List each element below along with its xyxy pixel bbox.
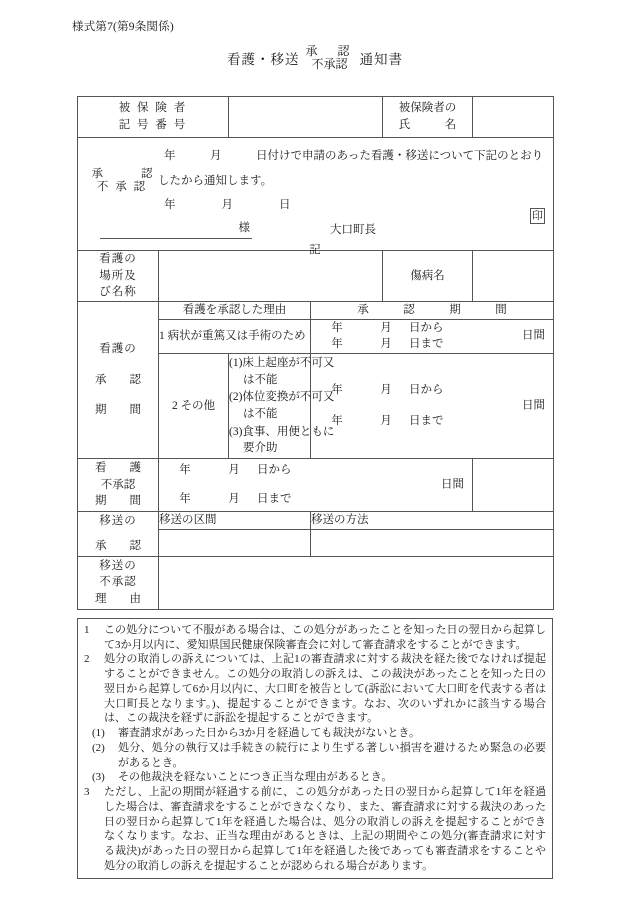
care-reason-2-item-1: (1)床上起座が不可又 は不能: [229, 357, 335, 386]
care-reason-header: 看護を承認した理由: [159, 302, 311, 320]
notification-table: [77, 96, 554, 610]
legal-note: [84, 726, 546, 741]
care-period-2-days: 日間: [522, 399, 545, 412]
transport-method-header: 移送の方法: [311, 512, 554, 530]
notice-date-line: 年 月 日: [164, 199, 291, 212]
legal-note: [84, 652, 546, 726]
addressee-field[interactable]: 様: [100, 220, 252, 239]
legal-notes: [77, 618, 553, 879]
notice-approve: 承 認: [91, 167, 158, 180]
transport-section-value[interactable]: [159, 529, 311, 556]
form-number: 様式第7(第9条関係): [72, 21, 174, 33]
title-main: 看護・移送: [226, 52, 300, 68]
notice-deny: 不 承 認: [96, 181, 148, 194]
legal-note-number: 2: [84, 653, 90, 666]
care-approval-label: 看護の 承 認 期 間: [78, 302, 159, 459]
legal-note-text: 審査請求があった日から3か月を経過しても裁決がないとき。: [118, 727, 420, 740]
care-period-1[interactable]: [311, 319, 554, 353]
notice-block: [78, 138, 554, 256]
care-period-2-to: 年 月 日まで: [331, 415, 444, 428]
legal-note-text: 処分、処分の執行又は手続きの続行により生ずる著しい損害を避けるため緊急の必要があるとき。: [118, 741, 546, 769]
table-row-transport-denial: [78, 556, 554, 609]
care-place-label: 看護の 場所及 び名称: [78, 251, 159, 302]
transport-denial-value[interactable]: [159, 556, 554, 609]
care-denial-period[interactable]: [159, 459, 473, 512]
transport-method-value[interactable]: [311, 529, 554, 556]
table-row-transport-header: [78, 512, 554, 530]
legal-note-number: (3): [92, 771, 105, 784]
notice-decision-row: [86, 168, 545, 196]
insured-number-value[interactable]: [229, 97, 383, 138]
care-reason-2-items[interactable]: [229, 354, 335, 459]
disease-label: 傷病名: [383, 251, 473, 302]
transport-section-header: 移送の区間: [159, 512, 311, 530]
legal-note-number: (2): [92, 741, 105, 754]
notice-decision-stack: [86, 168, 158, 196]
care-period-2-from: 年 月 日から: [331, 384, 444, 397]
legal-note: [84, 770, 546, 785]
legal-note: [84, 785, 546, 873]
insured-number-label: 被 保 険 者 記 号 番 号: [78, 97, 229, 138]
page-title: [0, 45, 630, 72]
legal-note-number: 1: [84, 624, 90, 636]
care-denial-right-value[interactable]: [473, 459, 554, 512]
seal-icon: 印: [532, 210, 543, 222]
table-row-care-denial: [78, 459, 554, 512]
care-denial-to: 年 月 日まで: [179, 493, 292, 506]
title-deny: 不承認: [311, 57, 348, 72]
insured-name-value[interactable]: [473, 97, 554, 138]
care-reason-2-item-2: (2)体位変換が不可又 は不能: [229, 391, 335, 421]
legal-note-text: ただし、上記の期間が経過する前に、この処分があった日の翌日から起算して1年を経過した場合は、審査請求をすることができなくなり、また、審査請求に対する裁決のあった日の翌日から起算して1年を経過した場合は、処分の取消しの訴えを提起することができなくなります。なお、正当な理由があるときは、上記の期間やこの処分(審査請求に対する裁決)があった日の翌日から起算して1年を経過した後であっても審査請求をすることや処分の取消しの訴えを提起することが認められる場合があります。: [104, 786, 546, 872]
title-approve: 承 認: [305, 44, 354, 58]
insured-name-label: 被保険者の 氏 名: [383, 97, 473, 138]
care-period-1-days: 日間: [522, 330, 545, 343]
care-reason-2-title: 2 その他: [159, 354, 229, 459]
care-reason-1[interactable]: 1 病状が重篤又は手術のため: [159, 319, 311, 353]
legal-note-text: この処分について不服がある場合は、この処分があったことを知った日の翌日から起算して3か月以内に、愛知県国民健康保険審査会に対して審査請求をすることができます。: [104, 624, 546, 651]
notice-tail: したから通知します。: [158, 175, 273, 188]
table-row-notice: [78, 138, 554, 251]
ki-marker: 記: [309, 243, 322, 256]
title-approval-stack: [305, 45, 353, 72]
care-period-2[interactable]: [311, 354, 554, 459]
legal-note-number: (1): [92, 727, 105, 740]
issuer-name: 大口町長: [330, 223, 376, 236]
legal-note-text: 処分の取消しの訴えについては、上記1の審査請求に対する裁決を経た後でなければ提起することができません。この処分の取消しの訴えは、この裁決があったことを知った日の翌日から起算して6か月以内に、大口町を被告として(訴訟において大口町を代表する者は大口町長となります。)、提起することができます。なお、次のいずれかに該当する場合は、この裁決を経ずに訴訟を提起することができます。: [104, 653, 546, 725]
notice-application-line: 年 月 日付けで申請のあった看護・移送について下記のとおり: [164, 150, 544, 162]
legal-note-text: その他裁決を経ないことにつき正当な理由があるとき。: [118, 771, 393, 784]
care-denial-from: 年 月 日から: [179, 464, 292, 477]
table-row-insured: [78, 97, 554, 138]
table-row-care-approval-header: [78, 302, 554, 320]
transport-approval-label: 移送の 承 認: [78, 512, 159, 557]
care-denial-label: 看 護 不承認 期 間: [78, 459, 159, 512]
care-denial-days: 日間: [441, 478, 464, 491]
care-period-header: 承 認 期 間: [311, 302, 554, 320]
legal-note: [84, 741, 546, 770]
legal-note-number: 3: [84, 786, 90, 799]
transport-denial-label: 移送の 不承認 理 由: [78, 556, 159, 609]
legal-note: [84, 623, 546, 652]
care-period-1-from: 年 月 日から: [331, 321, 444, 334]
care-reason-2-item-3: (3)食事、用便ともに 要介助: [229, 425, 335, 455]
care-period-1-to: 年 月 日まで: [331, 338, 444, 351]
title-tail: 通知書: [359, 52, 403, 68]
notice-signature-row: [86, 220, 545, 239]
